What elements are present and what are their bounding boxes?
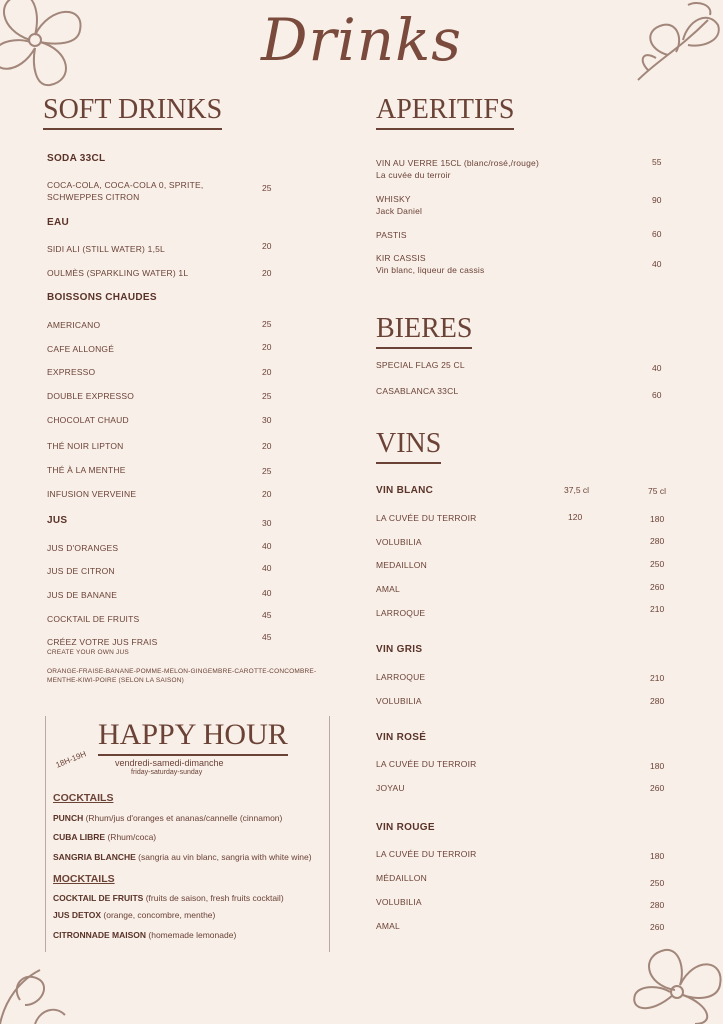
wine-item: JOYAU xyxy=(376,783,405,793)
item-price: 25 xyxy=(262,466,272,476)
wine-item: AMAL xyxy=(376,921,400,931)
wine-price-large: 260 xyxy=(650,922,665,932)
vin-rose-category: VIN ROSÉ xyxy=(376,732,427,743)
wine-item: LARROQUE xyxy=(376,608,426,618)
menu-item: THÉ À LA MENTHE xyxy=(47,465,126,475)
wine-item: VOLUBILIA xyxy=(376,897,422,907)
item-price: 20 xyxy=(262,342,272,352)
soda-category: SODA 33CL xyxy=(47,153,106,164)
flower-bottom-right-icon xyxy=(625,940,723,1024)
aperitif-sub: La cuvée du terroir xyxy=(376,170,451,180)
wine-item: LA CUVÉE DU TERROIR xyxy=(376,849,477,859)
wine-price-large: 180 xyxy=(650,514,665,524)
item-price: 20 xyxy=(262,441,272,451)
custom-juice-subtitle: CREATE YOUR OWN JUS xyxy=(47,649,129,656)
size-small-header: 37,5 cl xyxy=(564,485,590,495)
wine-price-large: 260 xyxy=(650,582,665,592)
wine-item: VOLUBILIA xyxy=(376,696,422,706)
menu-item: JUS D'ORANGES xyxy=(47,543,119,553)
aperitif-price: 90 xyxy=(652,195,662,205)
vin-gris-category: VIN GRIS xyxy=(376,644,423,655)
biere-item: SPECIAL FLAG 25 CL xyxy=(376,360,465,370)
wine-price-large: 210 xyxy=(650,604,665,614)
vins-heading: VINS xyxy=(376,428,441,464)
item-price: 25 xyxy=(262,319,272,329)
menu-item: INFUSION VERVEINE xyxy=(47,489,137,499)
aperitifs-heading: APERITIFS xyxy=(376,94,514,130)
custom-juice-name: CRÉEZ VOTRE JUS FRAIS xyxy=(47,637,158,647)
menu-item: THÉ NOIR LIPTON xyxy=(47,441,124,451)
cocktail-item: SANGRIA BLANCHE (sangria au vin blanc, sangria with white wine) xyxy=(53,852,312,862)
mocktail-item: COCKTAIL DE FRUITS (fruits de saison, fresh fruits cocktail) xyxy=(53,893,284,903)
aperitif-item: PASTIS xyxy=(376,230,407,240)
aperitif-item: WHISKY xyxy=(376,194,411,204)
cocktail-item: CUBA LIBRE (Rhum/coca) xyxy=(53,832,157,842)
aperitif-sub: Jack Daniel xyxy=(376,206,423,216)
mocktail-item: JUS DETOX (orange, concombre, menthe) xyxy=(53,910,216,920)
custom-juice-price: 45 xyxy=(262,632,272,642)
wine-price-large: 180 xyxy=(650,761,665,771)
cocktails-category: COCKTAILS xyxy=(53,792,114,804)
item-price: 40 xyxy=(262,541,272,551)
mocktails-category: MOCKTAILS xyxy=(53,873,115,885)
menu-item: DOUBLE EXPRESSO xyxy=(47,391,135,401)
bieres-heading: BIERES xyxy=(376,313,472,349)
wine-price-large: 210 xyxy=(650,673,665,683)
wine-item: LA CUVÉE DU TERROIR xyxy=(376,759,477,769)
wine-item: AMAL xyxy=(376,584,400,594)
size-large-header: 75 cl xyxy=(648,486,666,496)
happy-hour-hours: 18H-19H xyxy=(54,749,88,770)
wine-item: LARROQUE xyxy=(376,672,426,682)
menu-item: SIDI ALI (STILL WATER) 1,5L xyxy=(47,244,165,254)
fruits-list-line1: ORANGE-FRAISE-BANANE-POMME-MELON-GINGEMBRE-CAROTTE-CONCOMBRE- xyxy=(47,668,317,675)
wine-price-large: 250 xyxy=(650,559,665,569)
jus-category-price: 30 xyxy=(262,518,272,528)
happy-hour-days: vendredi-samedi-dimanche xyxy=(115,758,224,768)
item-price: 25 xyxy=(262,391,272,401)
aperitif-sub: Vin blanc, liqueur de cassis xyxy=(376,265,485,275)
cocktail-item: PUNCH (Rhum/jus d'oranges et ananas/cannelle (cinnamon) xyxy=(53,813,283,823)
wine-price-large: 250 xyxy=(650,878,665,888)
item-price: 20 xyxy=(262,367,272,377)
aperitif-item: VIN AU VERRE 15CL (blanc/rosé,/rouge) xyxy=(376,158,539,168)
item-price: 30 xyxy=(262,415,272,425)
item-price: 20 xyxy=(262,489,272,499)
mocktail-item: CITRONNADE MAISON (homemade lemonade) xyxy=(53,930,237,940)
wine-item: LA CUVÉE DU TERROIR xyxy=(376,513,477,523)
aperitif-item: KIR CASSIS xyxy=(376,253,426,263)
menu-item: AMERICANO xyxy=(47,320,101,330)
flower-bottom-left-icon xyxy=(0,960,70,1024)
aperitif-price: 55 xyxy=(652,157,662,167)
item-price: 20 xyxy=(262,241,272,251)
aperitif-price: 60 xyxy=(652,229,662,239)
menu-item: OULMÈS (SPARKLING WATER) 1L xyxy=(47,268,189,278)
item-price: 45 xyxy=(262,610,272,620)
menu-item: COCKTAIL DE FRUITS xyxy=(47,614,140,624)
menu-item: CHOCOLAT CHAUD xyxy=(47,415,129,425)
wine-price-large: 260 xyxy=(650,783,665,793)
vin-rouge-category: VIN ROUGE xyxy=(376,822,435,833)
vin-blanc-category: VIN BLANC xyxy=(376,485,434,496)
wine-item: MEDAILLON xyxy=(376,560,427,570)
biere-price: 60 xyxy=(652,390,662,400)
menu-item: JUS DE BANANE xyxy=(47,590,118,600)
aperitif-price: 40 xyxy=(652,259,662,269)
biere-item: CASABLANCA 33CL xyxy=(376,386,459,396)
wine-item: MÉDAILLON xyxy=(376,873,427,883)
item-price: 40 xyxy=(262,563,272,573)
soda-price: 25 xyxy=(262,183,272,193)
wine-price-large: 280 xyxy=(650,536,665,546)
wine-price-large: 280 xyxy=(650,696,665,706)
jus-category: JUS xyxy=(47,515,68,526)
wine-price-small: 120 xyxy=(568,512,583,522)
happy-hour-heading: HAPPY HOUR xyxy=(98,718,288,756)
item-price: 40 xyxy=(262,588,272,598)
biere-price: 40 xyxy=(652,363,662,373)
menu-item: EXPRESSO xyxy=(47,367,96,377)
page-title: Drinks xyxy=(260,6,463,74)
menu-item: CAFE ALLONGÉ xyxy=(47,344,115,354)
happy-hour-days-en: friday-saturday-sunday xyxy=(131,769,203,776)
soda-item-line1: COCA-COLA, COCA-COLA 0, SPRITE, xyxy=(47,180,204,190)
eau-category: EAU xyxy=(47,217,70,228)
fruits-list-line2: MENTHE-KIWI-POIRE (SELON LA SAISON) xyxy=(47,677,185,684)
wine-price-large: 280 xyxy=(650,900,665,910)
wine-price-large: 180 xyxy=(650,851,665,861)
soft-drinks-heading: SOFT DRINKS xyxy=(43,94,222,130)
menu-item: JUS DE CITRON xyxy=(47,566,115,576)
wine-item: VOLUBILIA xyxy=(376,537,422,547)
boissons-chaudes-category: BOISSONS CHAUDES xyxy=(47,292,157,303)
item-price: 20 xyxy=(262,268,272,278)
soda-item-line2: SCHWEPPES CITRON xyxy=(47,192,140,202)
